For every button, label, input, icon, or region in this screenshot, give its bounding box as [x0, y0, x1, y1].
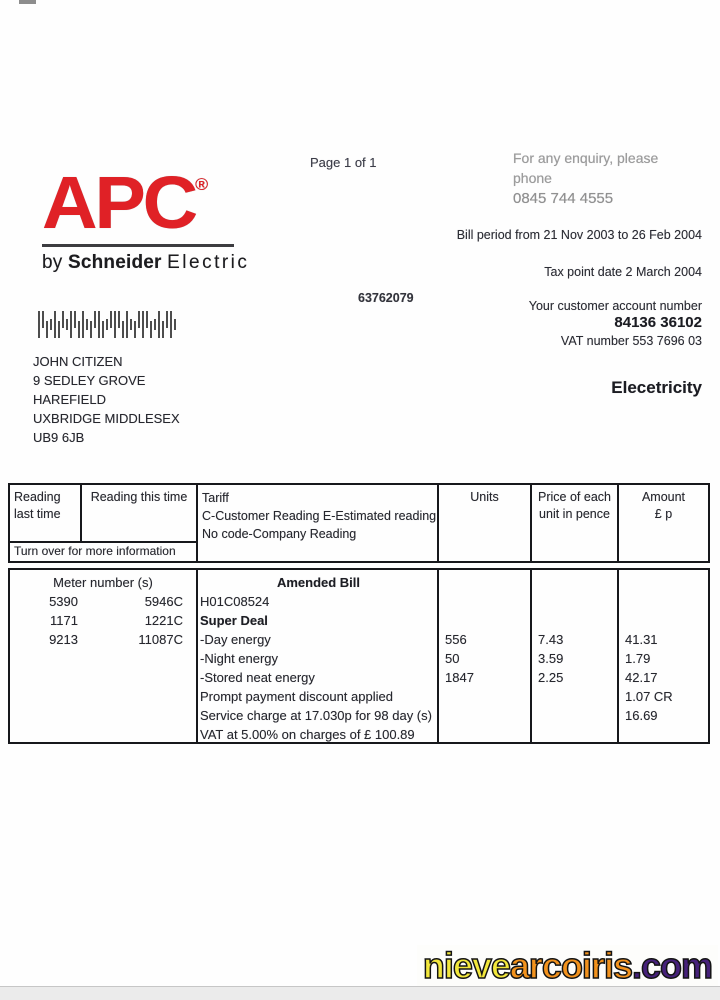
units-cell [445, 573, 530, 687]
col-header-amount: Amount £ p [641, 490, 686, 521]
address-line: UB9 6JB [33, 430, 85, 445]
price-value: 2.25 [538, 670, 564, 685]
col-header-tariff: Tariff C-Customer Reading E-Estimated reading No code-Company Reading [202, 491, 437, 541]
byline-electric: Electric [167, 252, 250, 273]
watermark-logo [417, 945, 718, 986]
bill-period: Bill period from 21 Nov 2003 to 26 Feb 2004 [456, 228, 702, 242]
amount-value: 1.07 CR [625, 689, 673, 704]
column-divider [437, 485, 439, 561]
units-value: 1847 [445, 670, 474, 685]
column-divider [530, 485, 532, 561]
price-value: 3.59 [538, 651, 564, 666]
charge-desc: VAT at 5.00% on charges of £ 100.89 [200, 727, 415, 742]
enquiry-text-line1: For any enquiry, please [513, 150, 659, 166]
column-divider [530, 570, 532, 742]
col-header-reading-this: Reading this time [90, 490, 188, 504]
meter-row: 5390 5946C [49, 594, 183, 609]
column-divider [617, 570, 619, 742]
amount-cell [625, 573, 708, 725]
address-line: JOHN CITIZEN [33, 354, 123, 369]
meter-row: 9213 11087C [49, 632, 183, 647]
registered-trademark-icon: ® [195, 175, 209, 194]
amount-value: 42.17 [625, 670, 658, 685]
column-divider [196, 485, 198, 561]
account-number-label: Your customer account number [528, 299, 702, 313]
watermark-part2: arcoiris [509, 945, 632, 986]
account-number: 84136 36102 [614, 314, 702, 331]
units-value: 556 [445, 632, 467, 647]
address-line: HAREFIELD [33, 392, 106, 407]
units-value: 50 [445, 651, 460, 666]
amended-bill-label: Amended Bill [276, 575, 361, 590]
plan-name: Super Deal [200, 613, 268, 628]
tariff-details-cell [200, 573, 437, 744]
meter-numbers-cell [10, 573, 196, 649]
document-reference: 63762079 [358, 291, 414, 305]
price-cell [538, 573, 617, 687]
byline-by: by [42, 252, 63, 273]
amount-value: 16.69 [625, 708, 658, 723]
logo-byline [42, 252, 250, 274]
turn-over-note: Turn over for more information [14, 544, 176, 558]
apc-logo-text [42, 146, 250, 242]
enquiry-text-line2: phone [513, 170, 552, 186]
column-divider [80, 485, 82, 541]
customer-address [33, 352, 180, 447]
column-divider [617, 485, 619, 561]
price-value: 7.43 [538, 632, 564, 647]
charge-desc: Prompt payment discount applied [200, 689, 393, 704]
apc-logo [42, 146, 250, 274]
service-title: Elecetricity [611, 378, 702, 397]
charges-table-header [8, 483, 710, 563]
column-divider [437, 570, 439, 742]
watermark-part1: nieve [422, 945, 510, 986]
address-barcode [38, 311, 178, 338]
charge-desc: -Night energy [200, 651, 279, 666]
scan-artifact [19, 0, 36, 4]
column-divider [196, 570, 198, 742]
charge-desc: -Day energy [200, 632, 271, 647]
col-header-reading-last: Reading last time [14, 490, 61, 521]
logo-divider [42, 244, 234, 247]
byline-schneider: Schneider [67, 252, 162, 273]
meter-row: 1171 1221C [50, 613, 183, 628]
tariff-code: H01C08524 [200, 594, 270, 609]
tax-point-date: Tax point date 2 March 2004 [544, 265, 702, 279]
address-line: UXBRIDGE MIDDLESEX [33, 411, 180, 426]
amount-value: 1.79 [625, 651, 651, 666]
page-bottom-strip [0, 986, 720, 1000]
charges-table-body [8, 568, 710, 744]
enquiry-phone: 0845 744 4555 [513, 190, 614, 207]
apc-brand: APC [42, 161, 196, 244]
header-subrow-divider [10, 541, 196, 543]
col-header-price: Price of each unit in pence [538, 490, 611, 521]
watermark-part3: .com [631, 945, 712, 986]
meter-number-label: Meter number (s) [53, 575, 153, 590]
vat-number: VAT number 553 7696 03 [560, 334, 702, 348]
charge-desc: -Stored neat energy [200, 670, 315, 685]
amount-value: 41.31 [625, 632, 658, 647]
charge-desc: Service charge at 17.030p for 98 day (s) [200, 708, 432, 723]
page-number: Page 1 of 1 [310, 155, 377, 170]
address-line: 9 SEDLEY GROVE [33, 373, 146, 388]
enquiry-block [513, 148, 658, 209]
col-header-units: Units [470, 490, 499, 504]
